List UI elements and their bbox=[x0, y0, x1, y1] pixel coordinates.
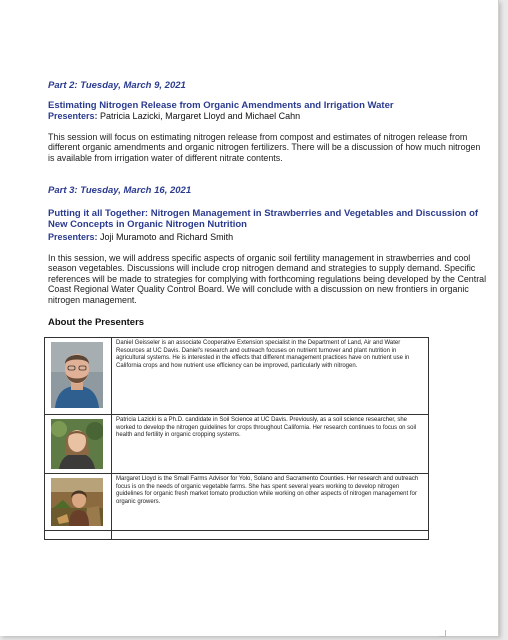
presenter-photo-geisseler bbox=[51, 342, 103, 408]
table-row-empty bbox=[45, 531, 429, 540]
about-heading: About the Presenters bbox=[48, 317, 145, 328]
presenter-photo-cell bbox=[45, 338, 112, 415]
presenter-bio-cell: Patricia Lazicki is a Ph.D. candidate in Soil Science at UC Davis. Previously, as a soil science researcher, she worked to develop the nitrogen guidelines for crops throughout California. Her research continues to focus on soil health and fertility in organic cropping systems. bbox=[112, 415, 429, 474]
presenter-photo-cell bbox=[45, 474, 112, 531]
presenter-photo-lazicki bbox=[51, 419, 103, 469]
part2-title: Estimating Nitrogen Release from Organic Amendments and Irrigation Water bbox=[48, 100, 394, 111]
part2-presenters-names: Patricia Lazicki, Margaret Lloyd and Michael Cahn bbox=[100, 111, 301, 121]
portrait-image bbox=[51, 478, 103, 526]
part3-presenters-names: Joji Muramoto and Richard Smith bbox=[100, 232, 234, 242]
portrait-image bbox=[51, 342, 103, 408]
empty-cell bbox=[45, 531, 112, 540]
part2-heading: Part 2: Tuesday, March 9, 2021 bbox=[48, 80, 186, 91]
part3-heading: Part 3: Tuesday, March 16, 2021 bbox=[48, 185, 192, 196]
presenters-table bbox=[44, 337, 429, 540]
page-corner-mark bbox=[439, 630, 446, 637]
part2-presenters-label: Presenters: bbox=[48, 111, 98, 121]
presenter-bio-cell: Margaret Lloyd is the Small Farms Advisor for Yolo, Solano and Sacramento Counties. Her research and outreach focus is on the needs of organic vegetable farms. She has spent several years working to develop nitrogen guidelines for organic fresh market tomato production while working on other aspects of nitrogen management for organic growers. bbox=[112, 474, 429, 531]
part3-description: In this session, we will address specific aspects of organic soil fertility management in strawberries and cool season vegetables. Discussions will include crop nitrogen demand and strategies to supply demand. Specific references will be made to strategies for complying with forthcoming regulations being developed by the Central Coast Regional Water Quality Control Board. We will conclude with a discussion on new frontiers in organic nitrogen management. bbox=[48, 253, 487, 305]
presenter-bio-cell: Daniel Geisseler is an associate Cooperative Extension specialist in the Department of Land, Air and Water Resources at UC Davis. Daniel's research and outreach focuses on nutrient turnover and plant nutrition in agricultural systems. He is interested in the effects that different management practices have on nutrient use in California crops and how nutrient use efficiency can be improved, particularly with nitrogen. bbox=[112, 338, 429, 415]
empty-cell bbox=[112, 531, 429, 540]
table-row bbox=[45, 415, 429, 474]
part2-presenters bbox=[48, 111, 300, 121]
table-row bbox=[45, 474, 429, 531]
part3-presenters-label: Presenters: bbox=[48, 232, 98, 242]
part2-description: This session will focus on estimating nitrogen release from compost and estimates of nitrogen release from different organic amendments and organic nitrogen fertilizers. There will be a discussion of how much nitrogen is available from irrigation water of different nitrate contents. bbox=[48, 132, 481, 163]
part3-presenters bbox=[48, 232, 233, 242]
presenter-photo-cell bbox=[45, 415, 112, 474]
portrait-image bbox=[51, 419, 103, 469]
table-row bbox=[45, 338, 429, 415]
part3-title: Putting it all Together: Nitrogen Management in Strawberries and Vegetables and Discussion of New Concepts in Organic Nitrogen Nutrition bbox=[48, 208, 479, 230]
presenter-photo-lloyd bbox=[51, 478, 103, 526]
